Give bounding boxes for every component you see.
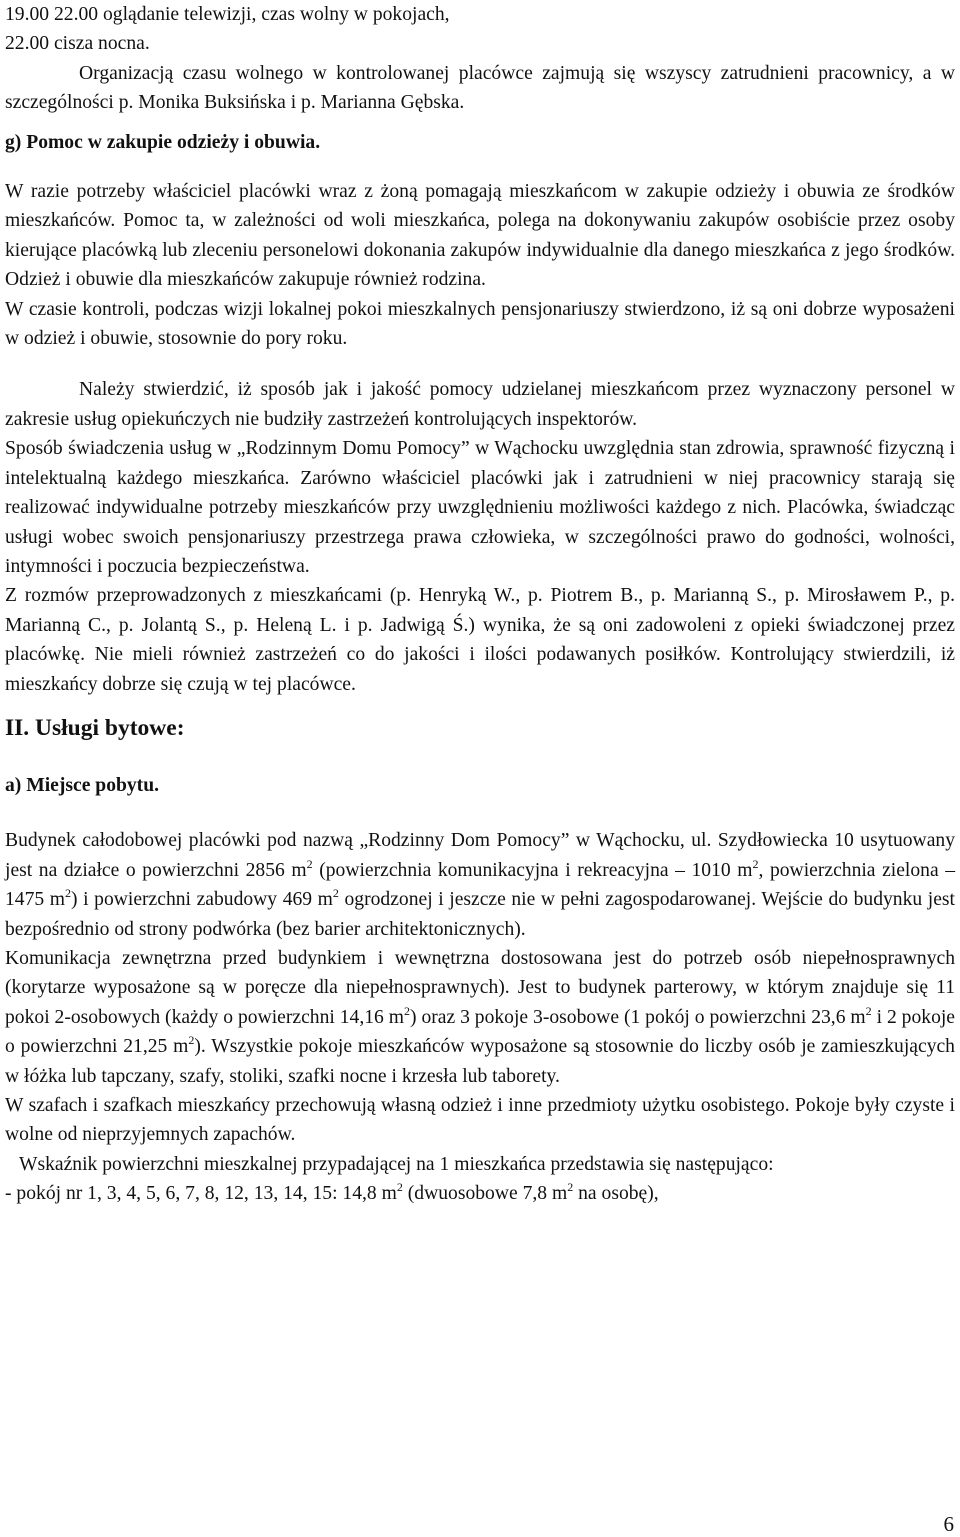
schedule-line-tv: 19.00 22.00 oglądanie telewizji, czas wolny w pokojach, (5, 4, 450, 25)
list-item-room-area: - pokój nr 1, 3, 4, 5, 6, 7, 8, 12, 13, 14, 15: 14,8 $m^2$ (dwuosobowe 7,8 $m^2$ na osobę), (5, 1180, 659, 1205)
paragraph-care-assessment: Należy stwierdzić, iż sposób jak i jakość pomocy udzielanej mieszkańcom przez wyznaczony personel w zakresie usług opiekuńczych nie budziły zastrzeżeń kontrolujących inspektorów. (5, 379, 955, 430)
paragraph-service-standards: Sposób świadczenia usług w „Rodzinnym Domu Pomocy” w Wąchocku uwzględnia stan zdrowia, sprawność fizyczną i intelektualną każdego mieszkańca. Zarówno właściciel placówki jak i zatrudnieni w niej pracownicy starają się realizować indywidualne potrzeby mieszkańców przy uwzględnieniu możliwości każdego z nich. Placówka, świadcząc usługi wobec swoich pensjonariuszy przestrzega prawa człowieka, w szczególności prawo do godności, wolności, intymności i poczucia bezpieczeństwa. (5, 438, 955, 577)
subsection-heading-place-of-stay: a) Miejsce pobytu. (5, 774, 160, 796)
paragraph-wardrobes: W szafach i szafkach mieszkańcy przechowują własną odzież i inne przedmioty użytku osobistego. Pokoje były czyste i wolne od nieprzyjemnych zapachów. (5, 1095, 955, 1146)
page-number: 6 (943, 1512, 954, 1536)
paragraph-inspection-clothing: W czasie kontroli, podczas wizji lokalnej pokoi mieszkalnych pensjonariuszy stwierdzono, iż są oni dobrze wyposażeni w odzież i obuwie, stosownie do pory roku. (5, 298, 955, 350)
paragraph-building-description: Budynek całodobowej placówki pod nazwą „Rodzinny Dom Pomocy” w Wąchocku, ul. Szydłowiecka 10 usytuowany jest na działce o powierzchni 2856 $m^2$ (powierzchnia komunikacyjna i rekreacyjna – 1010 $m^2$, powierzchnia zielona – 1475 $m^2$) i powierzchni zabudowy 469 $m^2$ ogrodzonej i jeszcze nie w pełni zagospodarowanej. Wejście do budynku jest bezpośrednio od strony podwórka (bez barier architektonicznych). (5, 830, 955, 940)
paragraph-accessibility-rooms: Komunikacja zewnętrzna przed budynkiem i wewnętrzna dostosowana jest do potrzeb osób niepełnosprawnych (korytarze wyposażone są w poręcze dla niepełnosprawnych). Jest to budynek parterowy, w którym znajduje się 11 pokoi 2-osobowych (każdy o powierzchni 14,16 $m^2$) oraz 3 pokoje 3-osobowe (1 pokój o powierzchni 23,6 $m^2$ i 2 pokoje o powierzchni 21,25 $m^2$). Wszystkie pokoje mieszkańców wyposażone są stosownie do liczby osób je zamieszkujących w łóżka lub tapczany, szafy, stoliki, szafki nocne i krzesła lub taborety. (5, 947, 955, 1087)
section-heading-clothing: g) Pomoc w zakupie odzieży i obuwia. (5, 131, 321, 153)
paragraph-clothing-help: W razie potrzeby właściciel placówki wraz z żoną pomagają mieszkańcom w zakupie odzieży i obuwia ze środków mieszkańców. Pomoc ta, w zależności od woli mieszkańca, polega na dokonywaniu zakupów osobiście przez osoby kierujące placówką lub zleceniu personelowi dokonania zakupów indywidualnie dla danego mieszkańca z jego środków. Odzież i obuwie dla mieszkańców zakupuje również rodzina. (5, 181, 955, 291)
section-heading-living-services: II. Usługi bytowe: (5, 714, 185, 741)
paragraph-free-time-organization: Organizacją czasu wolnego w kontrolowanej placówce zajmują się wszyscy zatrudnieni pracownicy, a w szczególności p. Monika Buksińska i p. Marianna Gębska. (5, 62, 955, 114)
schedule-line-quiet: 22.00 cisza nocna. (5, 33, 150, 55)
paragraph-area-indicator: Wskaźnik powierzchni mieszkalnej przypadającej na 1 mieszkańca przedstawia się następująco: (19, 1153, 774, 1175)
document-page (5, 0, 955, 1209)
paragraph-resident-interviews: Z rozmów przeprowadzonych z mieszkańcami (p. Henryką W., p. Piotrem B., p. Marianną S., p. Mirosławem P., p. Marianną C., p. Jolantą S., p. Heleną L. i p. Jadwigą Ś.) wynika, że są oni zadowoleni z opieki świadczonej przez placówkę. Nie mieli również zastrzeżeń co do jakości i ilości podawanych posiłków. Kontrolujący stwierdzili, iż mieszkańcy dobrze się czują w tej placówce. (5, 585, 955, 695)
